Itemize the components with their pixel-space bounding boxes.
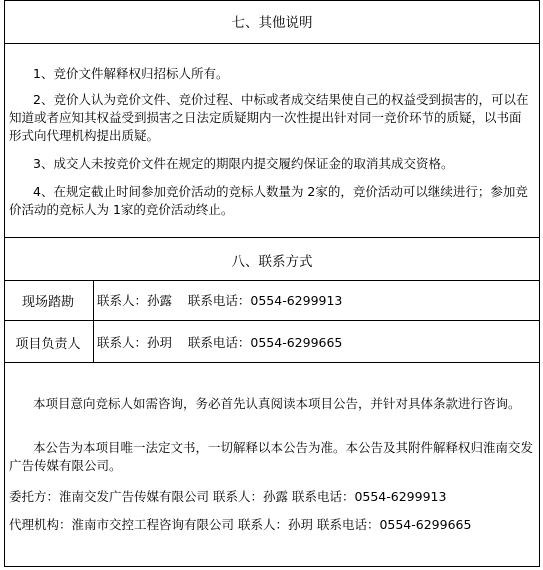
divider — [5, 43, 539, 44]
divider — [5, 320, 539, 321]
column-divider — [93, 280, 94, 362]
section7-title: 七、其他说明 — [231, 15, 313, 31]
divider — [5, 280, 539, 281]
note-consultation: 本项目意向竞标人如需咨询，务必首先认真阅读本项目公告，并针对具体条款进行咨询。 — [33, 396, 521, 411]
section7-item-2: 2、竞价人认为竞价文件、竞价过程、中标或者成交结果使自己的权益受到损害的，可以在知道或者应知其权益受到损害之日法定质疑期内一次性提出针对同一竞价环节的质疑，以书面形式向代理机构提出质疑。 — [9, 92, 529, 143]
announcement-table — [4, 0, 540, 567]
note-client: 委托方：淮南交发广告传媒有限公司 联系人：孙露 联系电话：0554-6299913 — [9, 489, 447, 504]
note-legal-document: 本公告为本项目唯一法定文书，一切解释以本公告为准。本公告及其附件解释权归淮南交发广告传媒有限公司。 — [9, 440, 534, 473]
section7-item-1: 1、竞价文件解释权归招标人所有。 — [33, 66, 229, 81]
contact-row-content-site-survey: 联系人：孙露 联系电话：0554-6299913 — [97, 293, 343, 308]
contact-row-content-project-lead: 联系人：孙玥 联系电话：0554-6299665 — [97, 335, 343, 350]
section7-item-3: 3、成交人未按竞价文件在规定的期限内提交履约保证金的取消其成交资格。 — [33, 156, 454, 171]
section7-item-4: 4、在规定截止时间参加竞价活动的竞标人数量为 2家的，竞价活动可以继续进行；参加竞价活动的竞标人为 1家的竞价活动终止。 — [9, 184, 528, 217]
section8-title: 八、联系方式 — [231, 254, 313, 270]
note-agency: 代理机构：淮南市交控工程咨询有限公司 联系人：孙玥 联系电话：0554-6299665 — [9, 517, 472, 532]
contact-row-label-site-survey: 现场踏勘 — [21, 295, 74, 310]
divider — [5, 237, 539, 238]
contact-row-label-project-lead: 项目负责人 — [15, 337, 81, 352]
divider — [5, 362, 539, 363]
